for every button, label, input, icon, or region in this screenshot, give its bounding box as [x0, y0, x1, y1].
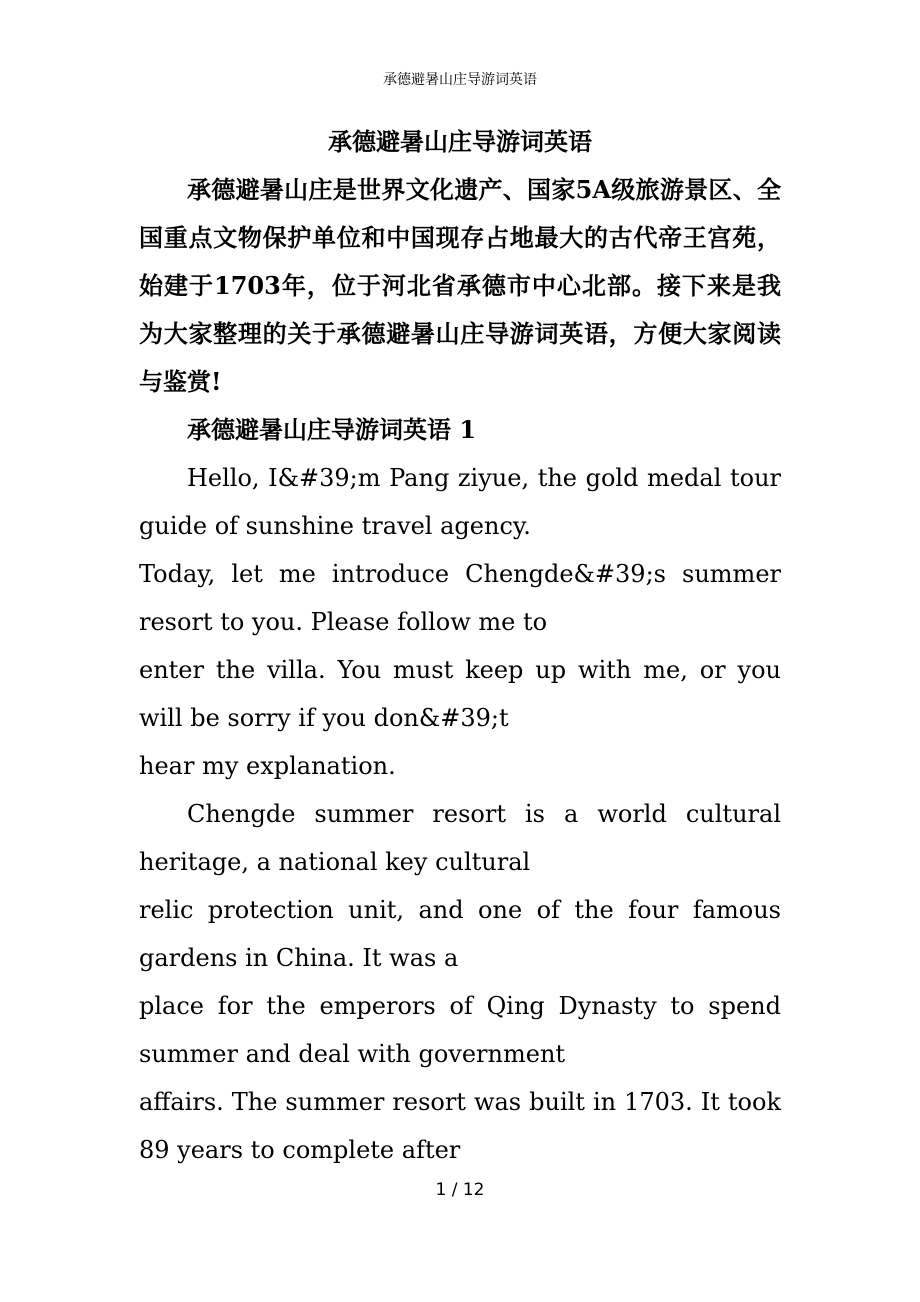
intro-paragraph: 承德避暑山庄是世界文化遗产、国家5A级旅游景区、全国重点文物保护单位和中国现存占地最大的古代帝王宫苑，始建于1703年，位于河北省承德市中心北部。接下来是我为大家整理的关于承德避暑山庄导游词英语，方便大家阅读与鉴赏!	[139, 175, 781, 396]
body-line: place for the emperors of Qing Dynasty to spend summer and deal with government	[139, 992, 781, 1068]
page-indicator: 1 / 12	[435, 1180, 485, 1200]
body-line: Today, let me introduce Chengde&#39;s summer resort to you. Please follow me to	[139, 560, 781, 636]
document-title: 承德避暑山庄导游词英语	[328, 127, 592, 156]
body-line: Hello, I&#39;m Pang ziyue, the gold medal tour guide of sunshine travel agency.	[139, 464, 781, 540]
section-heading: 承德避暑山庄导游词英语 1	[187, 415, 477, 444]
body-line: enter the villa. You must keep up with me, or you will be sorry if you don&#39;t	[139, 656, 781, 732]
body-line: relic protection unit, and one of the four famous gardens in China. It was a	[139, 896, 781, 972]
document-body	[139, 118, 781, 1174]
running-header: 承德避暑山庄导游词英语	[383, 72, 537, 88]
body-line: hear my explanation.	[139, 752, 396, 780]
body-line: affairs. The summer resort was built in 1703. It took 89 years to complete after	[139, 1088, 781, 1164]
body-line: Chengde summer resort is a world cultural heritage, a national key cultural	[139, 800, 781, 876]
